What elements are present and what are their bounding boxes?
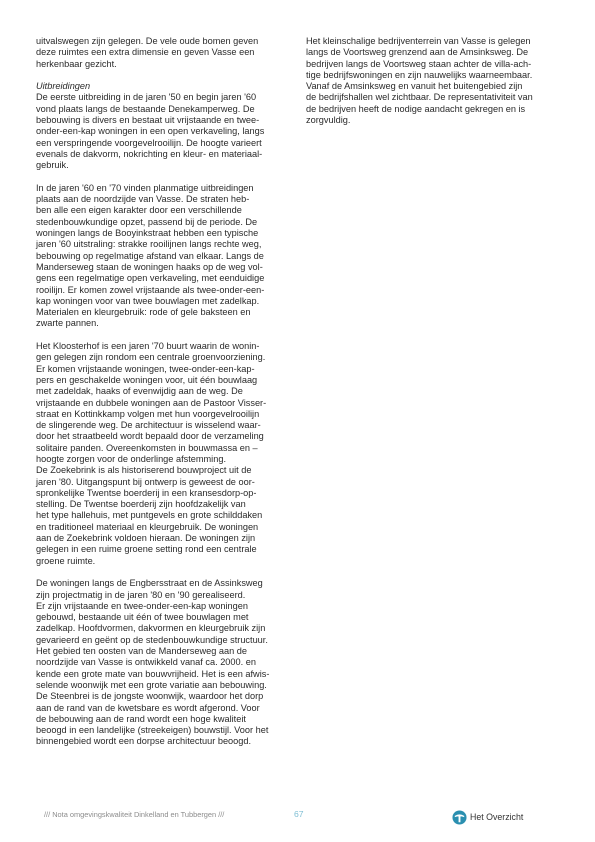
paragraph-engbersstraat: De woningen langs de Engbersstraat en de Assinksweg zijn projectmatig in de jaren '80 en '90 gerealiseerd. Er zijn vrijstaande en twee-onder-een-kap woningen gebouwd, bestaande uit één of twee bouwlagen met zadelkap. Hoofdvormen, dakvormen en kleurgebruik zijn gevarieerd en geënt op de stedenbouwkundige structuur. Het gebied ten oosten van de Manderseweg aan de noordzijde van Vasse is ontwikkeld vanaf ca. 2000. en kende een grote mate van bouwvrijheid. Het is een afwis- selende woonwijk met een grote variatie aan bebouwing. De Steenbrei is de jongste woonwijk, waardoor het dorp aan de rand van de kwetsbare es wordt afgerond. Voor de bebouwing aan de rand wordt een hoge kwaliteit beoogd in een landelijke (streekeigen) bouwstijl. Voor het binnengebied wordt een dorpse architectuur beoogd. [36, 578, 270, 747]
paragraph-business-park: Het kleinschalige bedrijventerrein van Vasse is gelegen langs de Voortsweg grenzend aan de Amsinksweg. De bedrijven langs de Voortsweg staan achter de villa-ach- tige bedrijfswoningen en zijn nauwelijks waarneembaar. Vanaf de Amsinksweg en vanuit het buitengebied zijn de bedrijfshallen wel zichtbaar. De representativiteit van de bedrijven heeft de nodige aandacht gekregen en is zorgvuldig. [306, 36, 533, 126]
section-heading: Uitbreidingen [36, 81, 91, 92]
right-column [306, 36, 564, 138]
paragraph-kloosterhof: Het Kloosterhof is een jaren '70 buurt waarin de wonin- gen gelegen zijn rondom een centrale groenvoorziening. Er komen vrijstaande woningen, twee-onder-een-kap- pers en geschakelde woningen voor, uit één bouwlaag met zadeldak, haaks of evenwijdig aan de weg. De vrijstaande en dubbele woningen aan de Pastoor Visser- straat en Kottinkkamp volgen met hun voorgevelrooilijn de slingerende weg. De architectuur is wisselend waar- door het straatbeeld wordt bepaald door de verzameling solitaire panden. Overeenkomsten in bouwmassa en – hoogte zorgen voor de onderlinge afstemming. De Zoekebrink is als historiserend bouwproject uit de jaren '80. Uitgangspunt bij ontwerp is geweest de oor- spronkelijke Twentse boerderij in een kransesdorp-op- stelling. De Twentse boerderij zijn hoofdzakelijk van het type hallehuis, met puntgevels en grote schilddaken en traditioneel materiaal en kleurgebruik. De woningen aan de Zoekebrink voldoen hieraan. De woningen zijn gelegen in een ruime groene setting rond een centrale groene ruimte. [36, 341, 267, 566]
brand-logo [452, 808, 523, 826]
paragraph-north-expansion: In de jaren '60 en '70 vinden planmatige uitbreidingen plaats aan de noordzijde van Vasse. De straten heb- ben alle een eigen karakter door een verschillende stedenbouwkundige opzet, passend bij de periode. De woningen langs de Booyinkstraat hebben een typische jaren '60 uitstraling: strakke rooilijnen langs rechte weg, bebouwing op regelmatige afstand van elkaar. Langs de Manderseweg staan de woningen haaks op de weg vol- gens een regelmatige open verkaveling, met eenduidige rooilijn. Er komen zowel vrijstaande als twee-onder-een- kap woningen voor van twee bouwlagen met zadelkap. Materialen en kleurgebruik: rode of gele baksteen en zwarte pannen. [36, 182, 265, 329]
brand-name: Het Overzicht [470, 812, 524, 822]
left-column [36, 36, 294, 759]
het-overzicht-logo-icon [452, 810, 467, 825]
intro-paragraph: uitvalswegen zijn gelegen. De vele oude bomen geven deze ruimtes een extra dimensie en geven Vasse een herkenbaar gezicht. [36, 36, 259, 69]
page-footer [0, 808, 595, 828]
page-number: 67 [294, 809, 304, 819]
paragraph-first-expansion: De eerste uitbreiding in de jaren '50 en begin jaren '60 vond plaats langs de bestaande Denekamperweg. De bebouwing is divers en bestaat uit vrijstaande en twee- onder-een-kap woningen in een open verkaveling, langs een verspringende voorgevelrooilijn. De hoogte varieert evenals de dakvorm, nokrichting en kleur- en materiaal- gebruik. [36, 92, 265, 171]
document-title: /// Nota omgevingskwaliteit Dinkelland en Tubbergen /// [44, 810, 225, 819]
